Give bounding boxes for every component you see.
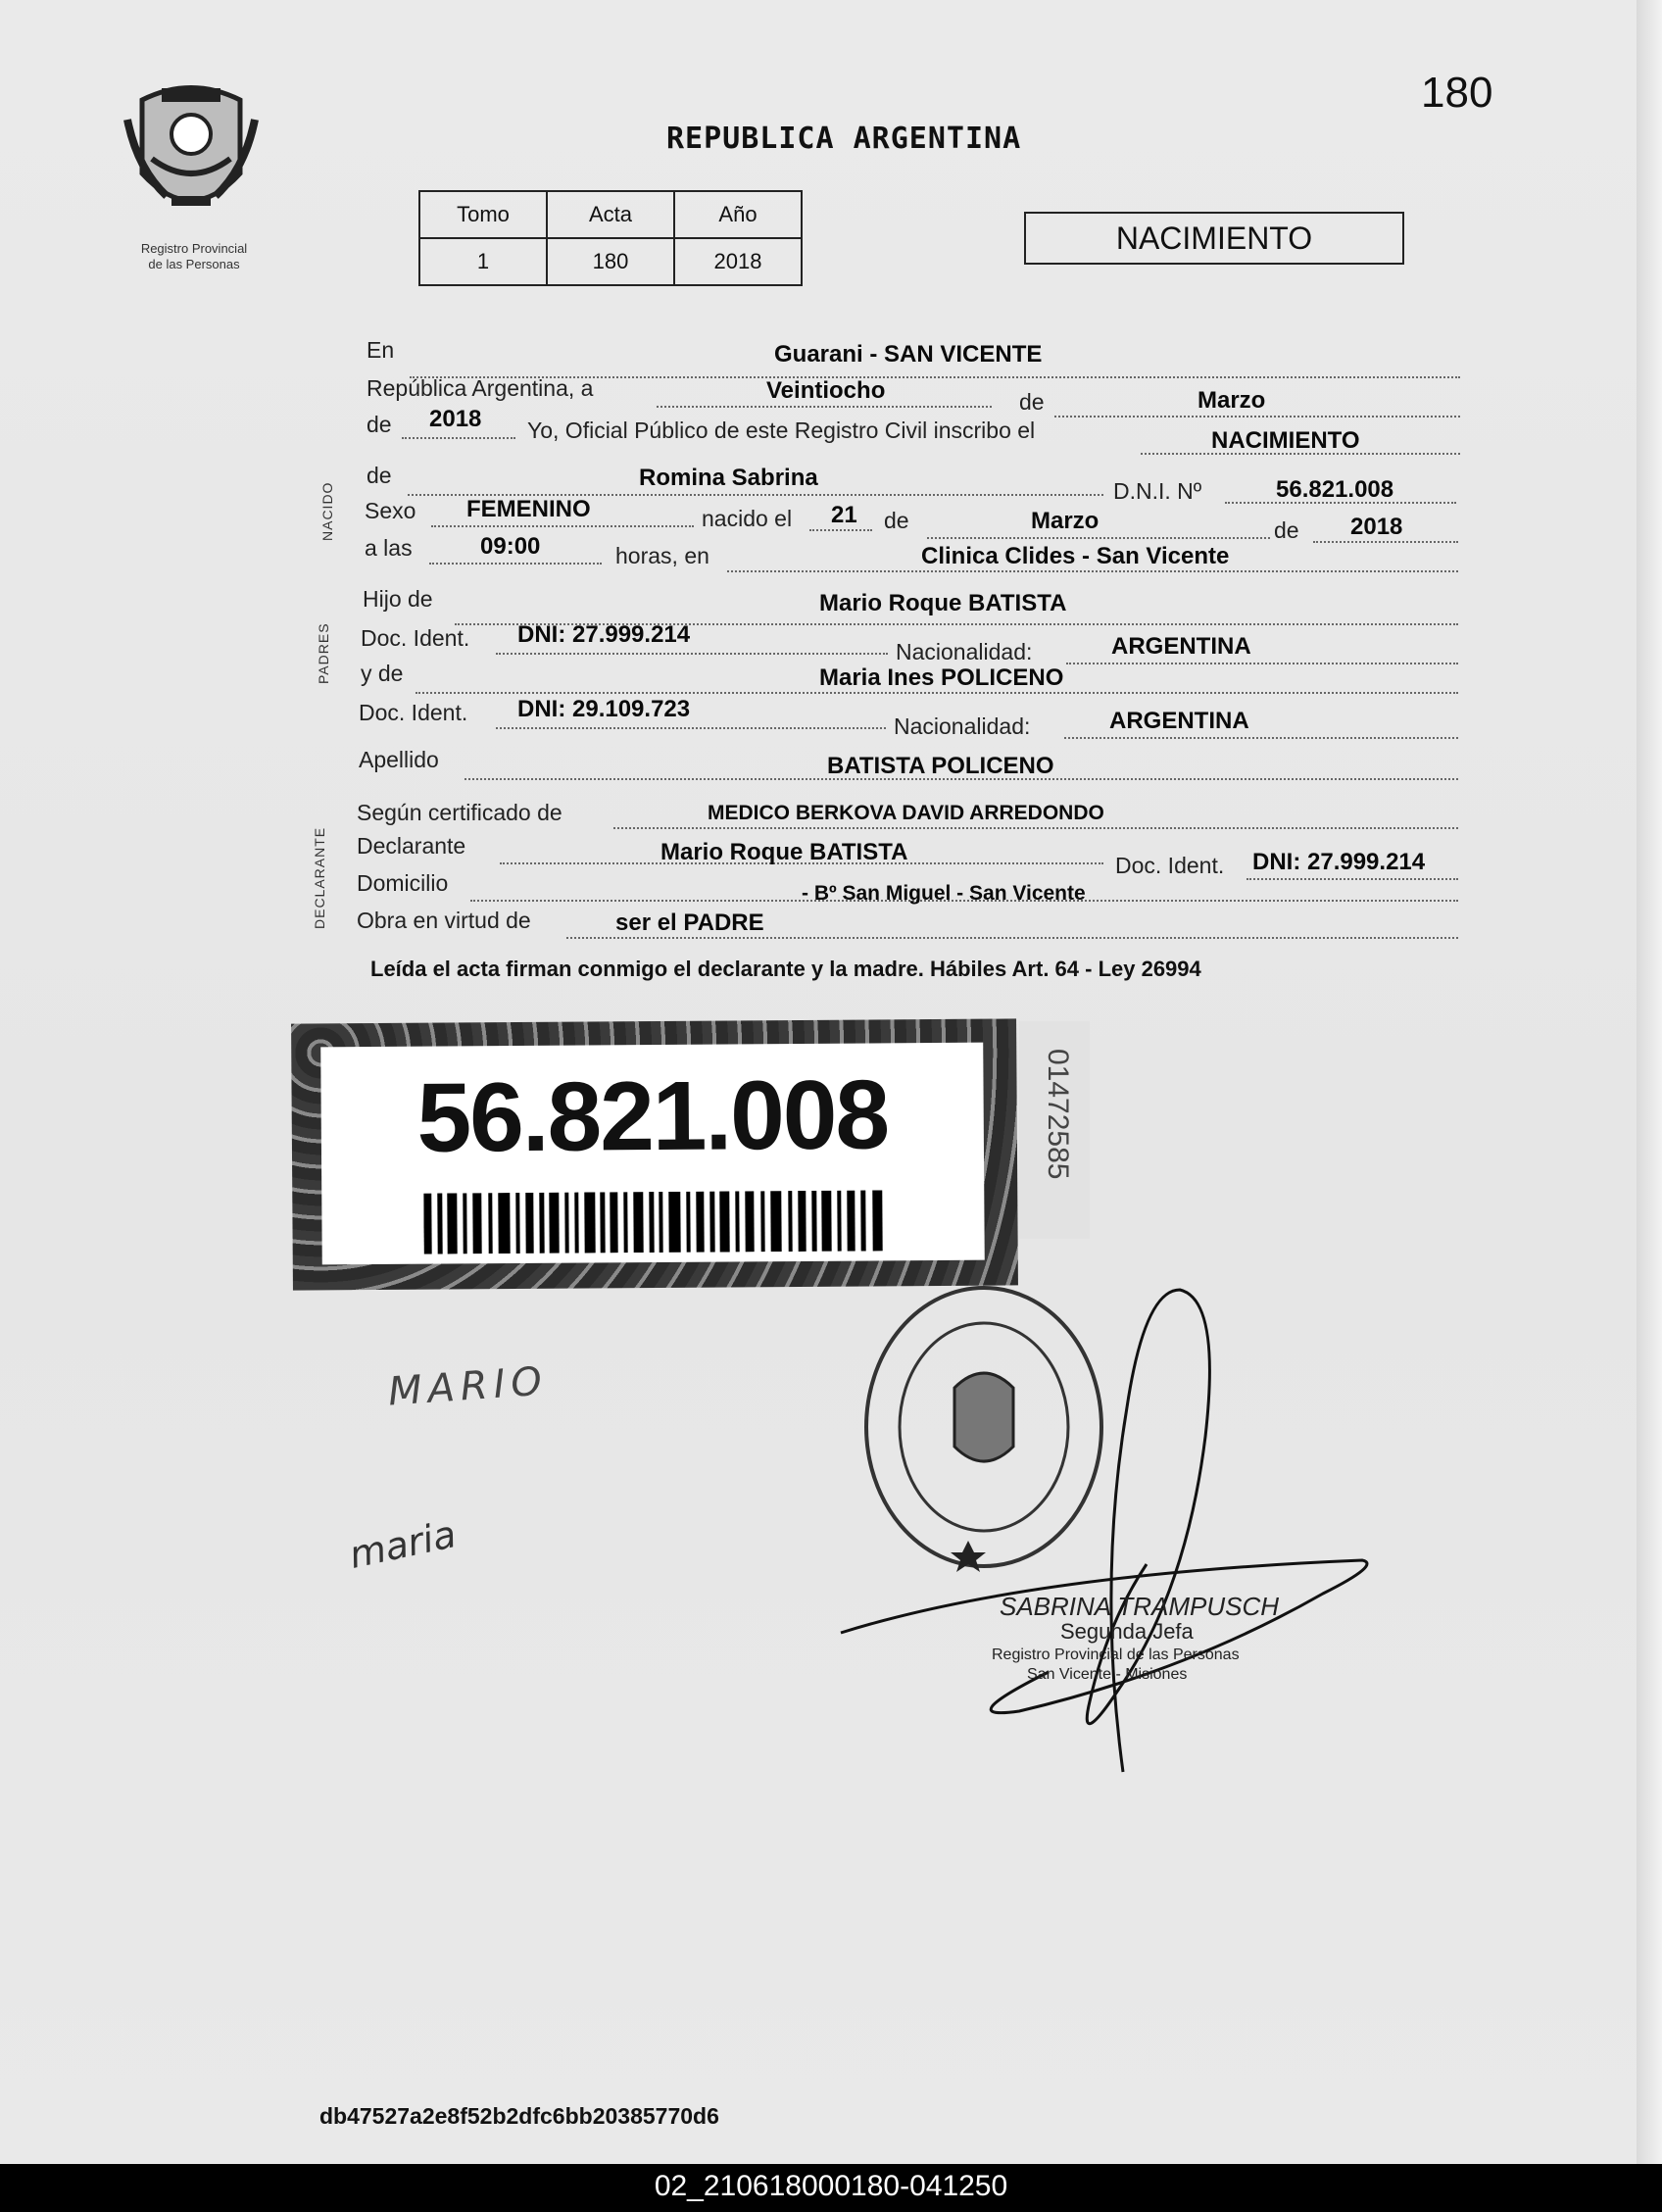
logo-caption-line1: Registro Provincial [140,241,248,256]
dotted-line [1054,416,1460,418]
page-number: 180 [1421,69,1493,117]
value-certificado: MEDICO BERKOVA DAVID ARREDONDO [708,802,1104,824]
document-hash: db47527a2e8f52b2dfc6bb20385770d6 [319,2103,719,2129]
label-dni: D.N.I. Nº [1113,478,1202,504]
value-anio-nac: 2018 [1350,514,1403,540]
label-horas-en: horas, en [615,543,709,568]
page-edge [1637,0,1662,2164]
label-de2: de [367,412,392,437]
value-domicilio: - Bº San Miguel - San Vicente [802,882,1086,905]
closing-statement: Leída el acta firman conmigo el declarante y la madre. Hábiles Art. 64 - Ley 26994 [370,957,1201,981]
value-hora: 09:00 [480,533,541,560]
header-anio: Año [674,191,802,238]
dotted-line [1246,878,1458,880]
label-de3: de [367,463,392,488]
dotted-line [809,529,872,531]
dotted-line [1064,737,1458,739]
document-title: REPUBLICA ARGENTINA [666,122,1022,156]
footer-filename: 02_210618000180-041250 [654,2170,1008,2202]
stamp-official-role: Segunda Jefa [1060,1619,1194,1644]
label-segun-certificado: Según certificado de [357,800,562,825]
dotted-line [1066,663,1458,664]
value-nacionalidad-padre: ARGENTINA [1111,633,1251,660]
value-mes: Marzo [1198,387,1266,414]
label-doc-padre: Doc. Ident. [361,625,470,651]
record-table [418,190,803,286]
value-obra: ser el PADRE [615,909,764,936]
value-sexo: FEMENINO [466,496,591,522]
dotted-line [431,525,694,527]
value-padre: Mario Roque BATISTA [819,590,1067,616]
sticker-number: 56.821.008 [416,1059,889,1173]
value-lugar-nac: Clinica Clides - San Vicente [921,543,1230,569]
side-label-padres: PADRES [316,622,331,684]
dotted-line [566,937,1458,939]
dotted-line [727,570,1458,572]
value-acto: NACIMIENTO [1211,427,1360,454]
dotted-line [496,653,888,655]
dotted-line [927,537,1270,539]
sticker-label [320,1043,985,1265]
value-doc-padre: DNI: 27.999.214 [517,621,691,648]
dotted-line [402,437,515,439]
dotted-line [429,563,602,565]
label-republica: República Argentina, a [367,375,594,401]
label-nacionalidad-madre: Nacionalidad: [894,713,1031,739]
value-lugar: Guarani - SAN VICENTE [774,341,1043,368]
value-madre: Maria Ines POLICENO [819,664,1064,691]
label-yo: Yo, Oficial Público de este Registro Civil inscribo el [527,418,1036,443]
dotted-line [613,827,1458,829]
sticker-side-code [1019,1021,1090,1239]
label-de: de [1019,389,1045,415]
label-de5: de [1274,517,1299,543]
stamp-official-name: SABRINA TRAMPUSCH [1000,1592,1280,1621]
dotted-line [496,727,886,729]
value-dia-nac: 21 [831,502,857,528]
label-de4: de [884,508,909,533]
label-nacionalidad-padre: Nacionalidad: [896,639,1033,664]
value-doc-declarante: DNI: 27.999.214 [1252,849,1426,875]
label-sexo: Sexo [365,498,416,523]
label-hijo-de: Hijo de [363,586,433,612]
provincial-coat-of-arms-icon [122,80,260,227]
value-dni: 56.821.008 [1276,476,1394,503]
dotted-line [657,406,992,408]
label-en: En [367,337,395,363]
value-apellido: BATISTA POLICENO [827,753,1054,779]
value-nombre: Romina Sabrina [639,465,818,491]
label-doc-madre: Doc. Ident. [359,700,468,725]
label-declarante: Declarante [357,833,466,859]
side-label-nacido: NACIDO [319,481,335,541]
label-apellido: Apellido [359,747,439,772]
label-doc-declarante: Doc. Ident. [1115,853,1225,878]
value-nacionalidad-madre: ARGENTINA [1109,708,1249,734]
label-domicilio: Domicilio [357,870,449,896]
dni-sticker [291,1018,1018,1290]
value-mes-nac: Marzo [1031,508,1100,534]
value-doc-madre: DNI: 29.109.723 [517,696,691,722]
stamp-organization: Registro Provincial de las Personas [992,1647,1240,1663]
label-y-de: y de [361,661,404,686]
sticker-side-code-text: 01472585 [1042,1049,1074,1180]
label-nacido-el: nacido el [702,506,793,531]
side-label-declarante: DECLARANTE [312,826,327,929]
value-tomo: 1 [419,238,547,285]
value-dia: Veintiocho [766,377,886,404]
header-tomo: Tomo [419,191,547,238]
barcode-icon [423,1190,884,1253]
father-signature: MARIO [386,1358,550,1415]
value-anio: 2018 [674,238,802,285]
header-acta: Acta [547,191,674,238]
value-acta: 180 [547,238,674,285]
logo-caption-line2: de las Personas [148,257,240,271]
stamp-location: San Vicente - Misiones [1027,1666,1188,1683]
mother-signature: maria [345,1512,461,1577]
official-signature-icon [833,1270,1382,1780]
dotted-line [416,692,1458,694]
value-declarante: Mario Roque BATISTA [660,839,908,865]
value-anio: 2018 [429,406,482,432]
record-type-box: NACIMIENTO [1024,212,1404,265]
logo-caption [106,241,282,272]
label-obra-en-virtud: Obra en virtud de [357,908,531,933]
label-a-las: a las [365,535,413,561]
dotted-line [1313,541,1458,543]
